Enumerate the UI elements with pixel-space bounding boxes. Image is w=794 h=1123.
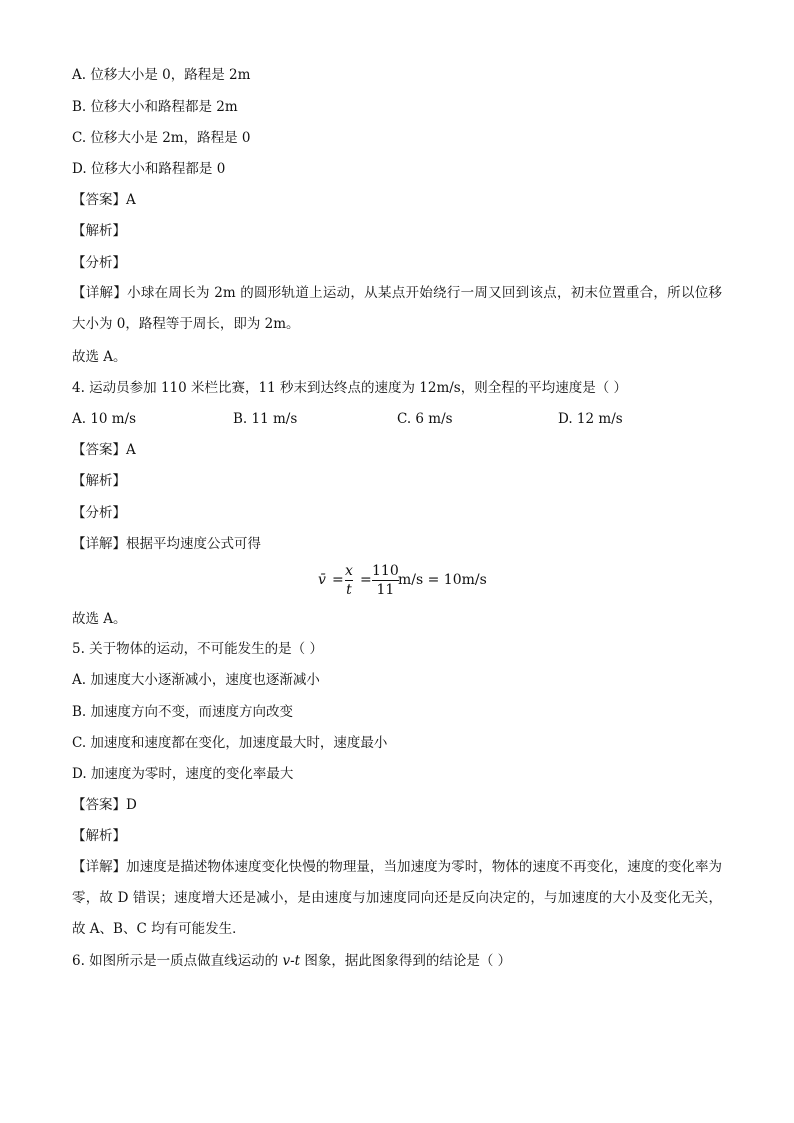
formula-vbar: v̄ xyxy=(318,572,326,588)
formula-t: t xyxy=(346,582,352,598)
q5-option-c: C. 加速度和速度都在变化，加速度最大时，速度最小 xyxy=(72,735,388,751)
formula-11: 11 xyxy=(376,582,395,598)
formula-110: 110 xyxy=(372,563,399,579)
q6-stem-suffix: 图象，据此图象得到的结论是（ ） xyxy=(300,953,512,969)
q5-stem: 5. 关于物体的运动，不可能发生的是（ ） xyxy=(72,641,323,657)
q3-option-a: A. 位移大小是 0，路程是 2m xyxy=(72,67,251,83)
q5-answer: 【答案】D xyxy=(72,797,137,813)
q3-answer: 【答案】A xyxy=(72,192,136,208)
q5-detail: 【详解】加速度是描述物体速度变化快慢的物理量，当加速度为零时，物体的速度不再变化，速度的变化率为零，故 D 错误；速度增大还是减小，是由速度与加速度同向还是反向决定的，与加速度的大小及变化无关，故 A、B、C 均有可能发生． xyxy=(72,859,722,937)
q3-conclusion: 故选 A。 xyxy=(72,349,127,365)
formula-equals-1: = xyxy=(332,572,344,588)
q3-option-b: B. 位移大小和路程都是 2m xyxy=(72,99,238,115)
formula-fraction-110-over-11 xyxy=(372,562,399,599)
q6-stem xyxy=(72,951,511,971)
formula-equals-2: = xyxy=(360,572,372,588)
q4-answer: 【答案】A xyxy=(72,442,136,458)
formula-x: x xyxy=(345,563,353,579)
q4-option-d: D. 12 m/s xyxy=(558,411,623,427)
q4-stem: 4. 运动员参加 110 米栏比赛，11 秒末到达终点的速度为 12m/s，则全程的平均速度是（ ） xyxy=(72,380,628,396)
q5-jiexi-label: 【解析】 xyxy=(72,828,126,844)
q4-option-c: C. 6 m/s xyxy=(397,411,453,427)
q5-option-b: B. 加速度方向不变，而速度方向改变 xyxy=(72,704,294,720)
q3-fenxi-label: 【分析】 xyxy=(72,255,126,271)
q5-option-d: D. 加速度为零时，速度的变化率最大 xyxy=(72,766,294,782)
q4-detail: 【详解】根据平均速度公式可得 xyxy=(72,536,261,552)
q3-option-c: C. 位移大小是 2m，路程是 0 xyxy=(72,130,251,146)
average-velocity-formula xyxy=(318,562,488,606)
q5-option-a: A. 加速度大小逐渐减小，速度也逐渐减小 xyxy=(72,672,320,688)
q4-conclusion: 故选 A。 xyxy=(72,611,127,627)
q3-detail: 【详解】小球在周长为 2m 的圆形轨道上运动，从某点开始绕行一周又回到该点，初末位置重合，所以位移大小为 0，路程等于周长，即为 2m。 xyxy=(72,285,722,332)
formula-fraction-x-over-t xyxy=(345,562,353,599)
formula-result: m/s = 10m/s xyxy=(398,572,487,588)
q4-option-a: A. 10 m/s xyxy=(72,411,137,427)
q6-stem-vt: v-t xyxy=(282,953,301,969)
q4-jiexi-label: 【解析】 xyxy=(72,473,126,489)
q3-option-d: D. 位移大小和路程都是 0 xyxy=(72,161,226,177)
q4-option-b: B. 11 m/s xyxy=(233,411,298,427)
q6-stem-prefix: 6. 如图所示是一质点做直线运动的 xyxy=(72,953,283,969)
q3-jiexi-label: 【解析】 xyxy=(72,223,126,239)
q4-fenxi-label: 【分析】 xyxy=(72,505,126,521)
